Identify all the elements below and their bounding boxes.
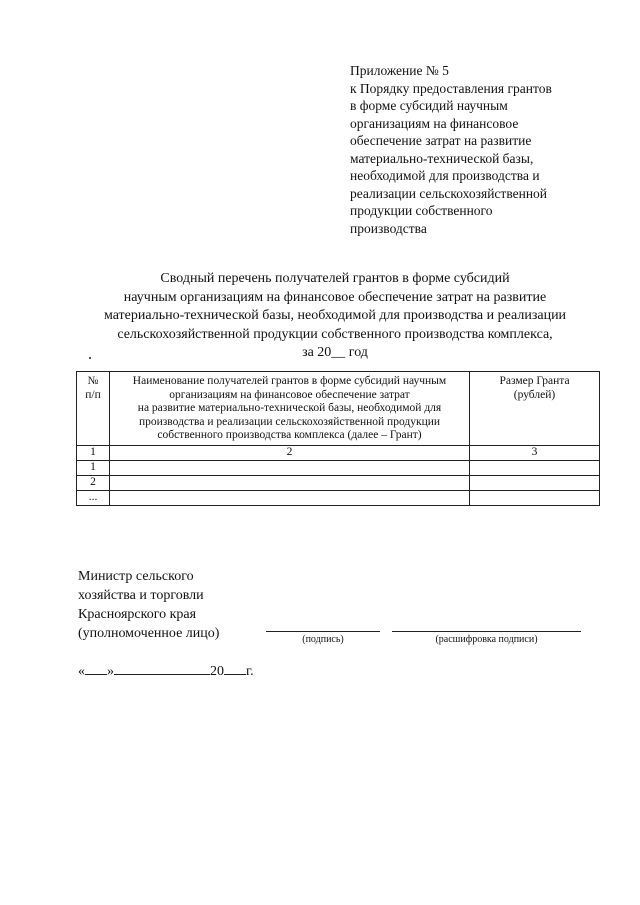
- header-name-line: Наименование получателей грантов в форме субсидий научным: [132, 375, 447, 387]
- month-blank: [114, 661, 210, 675]
- header-amount: [470, 372, 600, 446]
- appendix-line: продукции собственного: [350, 203, 493, 218]
- table-header-row: [77, 372, 600, 446]
- signature-decoding-line: [392, 631, 581, 632]
- appendix-line: Приложение № 5: [350, 63, 449, 78]
- date-close-quote: »: [107, 664, 114, 679]
- header-name-line: собственного производства комплекса (далее – Грант): [157, 429, 422, 441]
- appendix-line: обеспечение затрат на развитие: [350, 133, 532, 148]
- table-cell-amount: [470, 460, 600, 475]
- appendix-line: к Порядку предоставления грантов: [350, 80, 552, 96]
- title-line: сельскохозяйственной продукции собственного производства комплекса,: [117, 326, 553, 342]
- year-suffix: г.: [246, 664, 254, 679]
- header-name: [110, 372, 470, 446]
- header-amount-line: Размер Гранта: [499, 375, 570, 387]
- day-blank: [85, 661, 107, 675]
- year-blank: [224, 661, 246, 675]
- header-amount-line: (рублей): [513, 388, 556, 401]
- signatory-block: [78, 567, 219, 643]
- scan-dot: [89, 357, 91, 359]
- table-cell-num: 1: [77, 460, 110, 475]
- year-prefix: 20: [210, 664, 224, 679]
- title-line: Сводный перечень получателей грантов в форме субсидий: [160, 271, 510, 286]
- title-line: материально-технической базы, необходимой для производства и реализации: [103, 308, 567, 323]
- appendix-line: материально-технической базы,: [350, 150, 534, 166]
- title-line: научным организациям на финансовое обеспечение затрат на развитие: [123, 289, 547, 305]
- title-line: за 20__ год: [302, 345, 368, 360]
- header-name-line: на развитие материально-технической базы, необходимой для: [137, 402, 442, 414]
- table-row: [77, 490, 600, 505]
- table-cell-name: [110, 460, 470, 475]
- table-cell-num: 2: [77, 475, 110, 490]
- header-num-line: п/п: [85, 388, 101, 401]
- appendix-line: реализации сельскохозяйственной: [350, 185, 548, 201]
- signatory-line: (уполномоченное лицо): [78, 626, 220, 641]
- table-row: [77, 460, 600, 475]
- table-cell-name: [110, 475, 470, 490]
- appendix-line: в форме субсидий научным: [350, 98, 508, 113]
- column-index-cell: 1: [77, 445, 110, 460]
- table-row: [77, 475, 600, 490]
- signatory-line: Министр сельского: [78, 569, 194, 584]
- appendix-header: [350, 62, 620, 237]
- appendix-line: необходимой для производства и: [350, 168, 540, 183]
- appendix-line: организациям на финансовое: [350, 115, 519, 131]
- decoding-caption: (расшифровка подписи): [435, 634, 538, 645]
- table-cell-amount: [470, 475, 600, 490]
- document-title: [40, 270, 630, 363]
- header-num-line: №: [87, 375, 99, 387]
- table-cell-amount: [470, 490, 600, 505]
- appendix-line: производства: [350, 220, 427, 236]
- header-num: [77, 372, 110, 446]
- date-open-quote: «: [78, 664, 85, 679]
- signatory-line: Красноярского края: [78, 607, 197, 622]
- table-cell-name: [110, 490, 470, 505]
- column-index-cell: 2: [110, 445, 470, 460]
- signature-caption: (подпись): [302, 634, 344, 645]
- date-line: [78, 661, 254, 681]
- header-name-line: производства и реализации сельскохозяйственной продукции: [138, 415, 441, 428]
- column-index-cell: 3: [470, 445, 600, 460]
- header-name-line: организациям на финансовое обеспечение затрат: [169, 388, 410, 401]
- table-cell-num: ...: [77, 490, 110, 505]
- grants-table: [76, 371, 600, 506]
- column-index-row: [77, 445, 600, 460]
- signatory-line: хозяйства и торговли: [78, 588, 204, 603]
- signature-line: [266, 631, 380, 632]
